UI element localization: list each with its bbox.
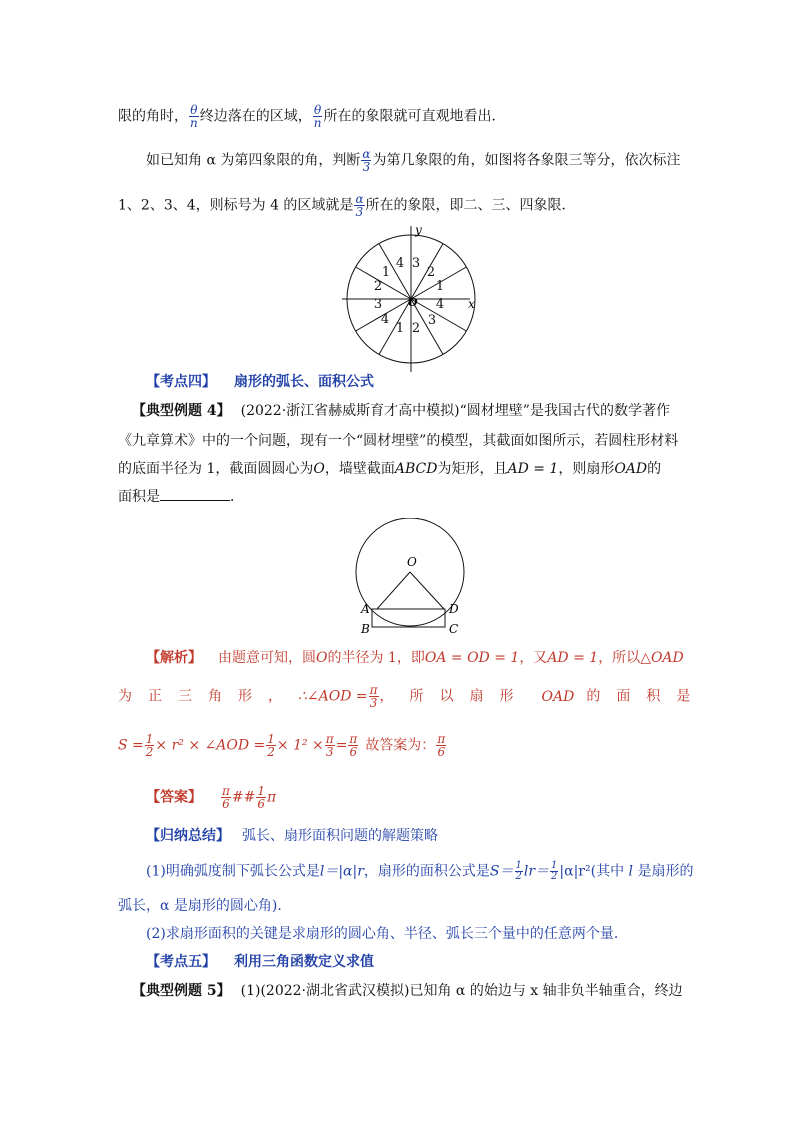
- solution-line-3: [118, 733, 447, 758]
- origin-label: O: [408, 296, 418, 309]
- angle-aod: ∴∠AOD =: [298, 688, 368, 705]
- solution-text: ，所以扇形: [379, 688, 530, 705]
- intro-line-1: [118, 104, 505, 129]
- section5-heading: [146, 952, 374, 972]
- point-a-label: A: [361, 602, 370, 616]
- var-oad: OAD: [614, 461, 648, 477]
- solution-label: 【解析】: [146, 650, 202, 666]
- example-text: 为矩形，且: [437, 461, 508, 477]
- example4-line-1: [132, 401, 670, 421]
- example-text: 的底面半径为 1，截面圆圆心为: [118, 461, 314, 477]
- summary-p1-line2: [118, 896, 291, 916]
- summary-label: 【归纳总结】: [146, 828, 230, 844]
- fraction-half: $\frac{1}{2}$: [145, 732, 154, 759]
- fraction-alpha-3: $\frac{\alpha}{3}$: [355, 192, 364, 219]
- section4-heading: [146, 372, 374, 392]
- solution-text: 的半径为 1，即: [327, 650, 425, 666]
- fraction-half: $\frac{1}{2}$: [267, 732, 275, 759]
- summary-text: ，扇形的面积公式是: [363, 863, 490, 880]
- intro-line-3: [118, 193, 576, 218]
- example-text: ，则扇形: [558, 461, 615, 477]
- fraction-half: $\frac{1}{2}$: [551, 860, 558, 882]
- point-d-label: D: [449, 602, 459, 616]
- summary-text: 是扇形的: [637, 863, 694, 880]
- summary-text: (2)求扇形面积的关键是求扇形的圆心角、半径、弧长三个量中的任意两个量．: [146, 926, 628, 942]
- solution-text: 为正三角形，: [118, 688, 298, 705]
- solution-text: 故答案为：: [365, 737, 436, 754]
- area-formula-s: S＝: [489, 863, 514, 880]
- answer-line: [146, 785, 276, 810]
- sector-label: 1: [435, 279, 445, 294]
- intro-text: 终边落在的区域，: [199, 108, 312, 125]
- intro-text: 所在的象限，即二、三、四象限．: [365, 197, 576, 214]
- sector-label: 3: [373, 297, 383, 312]
- sector-label: 1: [395, 321, 405, 336]
- var-o: O: [313, 461, 325, 477]
- eq-oa-od: OA = OD = 1: [424, 650, 520, 666]
- point-o-label: O: [407, 555, 417, 569]
- summary-p2: [146, 924, 628, 944]
- intro-text: 限的角时，: [118, 108, 188, 125]
- solution-text: 的面积是: [586, 688, 707, 705]
- solution-text: ，所以: [598, 650, 641, 666]
- solution-line-1: [146, 648, 684, 668]
- fraction-pi-6: $\frac{\pi}{6}$: [349, 732, 358, 759]
- fraction-pi-3: $\frac{\pi}{3}$: [369, 683, 378, 710]
- sector-label: 3: [411, 256, 421, 271]
- intro-text: 如已知角 α 为第四象限的角，判断: [146, 152, 361, 169]
- summary-title: 弧长、扇形面积问题的解题策略: [242, 828, 438, 844]
- solution-line-2: [118, 684, 706, 709]
- var-l: l: [628, 863, 634, 880]
- section-bracket: 【考点五】: [146, 954, 216, 970]
- intro-text: 所在的象限就可直观地看出．: [323, 108, 506, 125]
- intro-text: 为第几象限的角，如图将各象限三等分，依次标注: [372, 152, 681, 169]
- section-bracket: 【考点四】: [146, 374, 216, 390]
- fraction-pi-3: $\frac{\pi}{3}$: [325, 732, 334, 759]
- answer-separator: ##: [231, 789, 256, 806]
- sector-label: 3: [427, 313, 437, 328]
- example5-line-1: [132, 981, 683, 1001]
- radius-od: [410, 572, 444, 609]
- answer-pi: π: [267, 789, 277, 806]
- radius-oa: [377, 572, 410, 609]
- summary-p1-line1: [146, 861, 693, 882]
- answer-fraction-1: $\frac{\pi}{6}$: [222, 784, 230, 811]
- example4-line-4: 面积是 ．: [118, 486, 244, 507]
- solution-text: 由题意可知，圆: [218, 650, 316, 666]
- sector-label: 4: [435, 297, 445, 312]
- summary-text: (1)明确弧度制下弧长公式是: [146, 863, 320, 880]
- point-c-label: C: [449, 622, 459, 636]
- answer-label: 【答案】: [146, 789, 202, 806]
- example4-line-2: [118, 431, 678, 451]
- formula-part: =: [335, 737, 348, 754]
- sector-label: 2: [411, 321, 421, 336]
- var-o: O: [316, 650, 328, 666]
- section-title: 利用三角函数定义求值: [234, 954, 374, 970]
- arc-length-formula: l＝|α|r: [319, 863, 364, 880]
- sector-label: 2: [426, 265, 436, 280]
- round-timber-figure: [352, 518, 472, 638]
- wall-rectangle: [372, 609, 445, 627]
- var-oad: OAD: [541, 688, 575, 705]
- summary-text: 弧长，α 是扇形的圆心角)．: [118, 898, 292, 914]
- eq-ad: AD = 1: [507, 461, 559, 477]
- example-text: 的: [647, 461, 662, 477]
- answer-fraction-2: $\frac{1}{6}$: [257, 784, 265, 811]
- example4-line-3: [118, 459, 661, 479]
- formula-part: × 1² ×: [276, 737, 324, 754]
- eq-ad: AD = 1: [547, 650, 599, 666]
- summary-text: |α|r²(其中: [559, 863, 625, 880]
- solution-text: ，又: [519, 650, 548, 666]
- fraction-theta-n: $\frac{\theta}{n}$: [190, 103, 198, 130]
- example-label: 【典型例题 4】: [132, 403, 231, 419]
- formula-part: × r² × ∠AOD =: [155, 737, 266, 754]
- fraction-half: $\frac{1}{2}$: [515, 860, 522, 882]
- quadrant-division-figure: [342, 222, 482, 372]
- formula-s: S =: [118, 737, 144, 754]
- sector-label: 4: [380, 312, 390, 327]
- area-formula-part: lr＝: [523, 863, 550, 880]
- intro-text: 1、2、3、4，则标号为 4 的区域就是: [118, 197, 354, 214]
- example-text: (1)(2022·湖北省武汉模拟)已知角 α 的始边与 x 轴非负半轴重合，终边: [240, 983, 683, 999]
- section-title: 扇形的弧长、面积公式: [234, 374, 374, 390]
- intro-line-2: [146, 148, 680, 173]
- triangle-oad: △OAD: [640, 650, 684, 666]
- fraction-alpha-3: $\frac{\alpha}{3}$: [362, 147, 371, 174]
- example-text: 《九章算术》中的一个问题，现有一个“圆材埋壁”的模型，其截面如图所示，若圆柱形材料: [118, 433, 679, 449]
- example-text: ，墙壁截面: [324, 461, 395, 477]
- x-axis-label: x: [468, 297, 475, 311]
- var-abcd: ABCD: [394, 461, 438, 477]
- sector-label: 4: [395, 256, 405, 271]
- answer-blank: [160, 486, 230, 501]
- y-axis-label: y: [415, 223, 422, 237]
- example-label: 【典型例题 5】: [132, 983, 231, 999]
- example-text: (2022·浙江省赫威斯育才高中模拟)“圆材埋壁”是我国古代的数学著作: [240, 403, 670, 419]
- point-b-label: B: [361, 622, 370, 636]
- example-text: 面积是: [118, 489, 160, 505]
- sector-label: 2: [373, 279, 383, 294]
- fraction-pi-6: $\frac{\pi}{6}$: [437, 732, 446, 759]
- summary-heading: [146, 826, 438, 846]
- fraction-theta-n: $\frac{\theta}{n}$: [313, 103, 322, 130]
- sector-label: 1: [381, 265, 391, 280]
